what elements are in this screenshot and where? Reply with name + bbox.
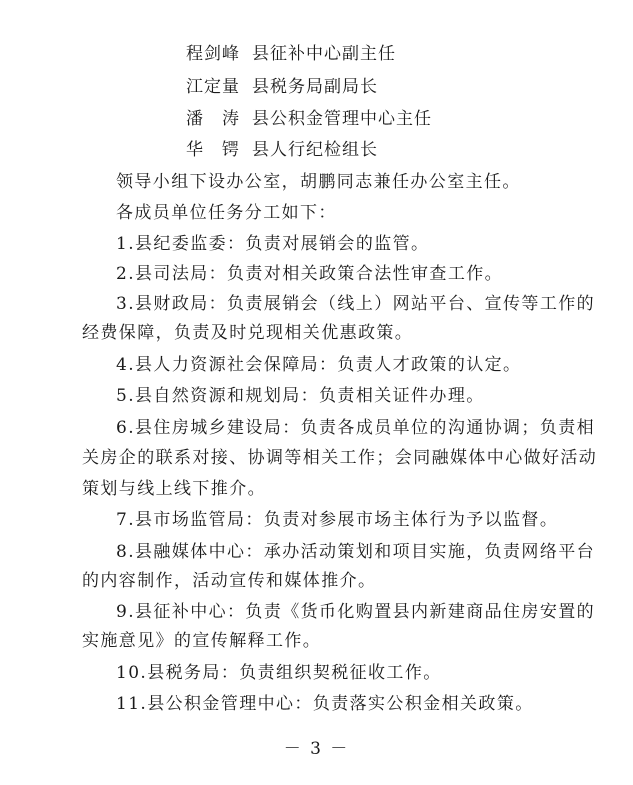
member-row — [186, 44, 396, 64]
task-item-3-line-2: 经费保障，负责及时兑现相关优惠政策。 — [82, 323, 414, 343]
task-item-6-line-2: 关房企的联系对接、协调等相关工作；会同融媒体中心做好活动 — [82, 448, 598, 468]
member-role: 县税务局副局长 — [252, 77, 378, 97]
member-role: 县公积金管理中心主任 — [252, 109, 432, 129]
member-row — [186, 140, 378, 160]
intro-paragraph: 各成员单位任务分工如下： — [116, 203, 337, 223]
task-item-9-line-2: 实施意见》的宣传解释工作。 — [82, 631, 322, 651]
member-row — [186, 109, 432, 129]
member-name: 潘 涛 — [186, 109, 240, 129]
member-role: 县人行纪检组长 — [252, 140, 378, 160]
task-item-6-line-3: 策划与线上线下推介。 — [82, 479, 266, 499]
member-name: 江定量 — [186, 77, 240, 97]
member-name: 华 锷 — [186, 140, 240, 160]
task-item-6-line-1: 6.县住房城乡建设局：负责各成员单位的沟通协调；负责相 — [116, 418, 596, 438]
task-item-3-line-1: 3.县财政局：负责展销会（线上）网站平台、宣传等工作的 — [116, 294, 596, 314]
task-item-9-line-1: 9.县征补中心：负责《货币化购置县内新建商品住房安置的 — [116, 602, 596, 622]
task-item-7: 7.县市场监管局：负责对参展市场主体行为予以监督。 — [116, 510, 559, 530]
task-item-11: 11.县公积金管理中心：负责落实公积金相关政策。 — [116, 694, 534, 714]
member-name: 程剑峰 — [186, 44, 240, 64]
task-item-1: 1.县纪委监委：负责对展销会的监管。 — [116, 234, 430, 254]
task-item-10: 10.县税务局：负责组织契税征收工作。 — [116, 663, 442, 683]
member-role: 县征补中心副主任 — [252, 44, 396, 64]
task-item-5: 5.县自然资源和规划局：负责相关证件办理。 — [116, 386, 485, 406]
task-item-8-line-1: 8.县融媒体中心：承办活动策划和项目实施，负责网络平台 — [116, 542, 596, 562]
task-item-2: 2.县司法局：负责对相关政策合法性审查工作。 — [116, 264, 504, 284]
task-item-4: 4.县人力资源社会保障局：负责人才政策的认定。 — [116, 355, 522, 375]
task-item-8-line-2: 的内容制作，活动宣传和媒体推介。 — [82, 571, 377, 591]
page-number: － 3 － — [283, 739, 350, 759]
member-row — [186, 77, 378, 97]
office-paragraph: 领导小组下设办公室，胡鹏同志兼任办公室主任。 — [116, 172, 521, 192]
